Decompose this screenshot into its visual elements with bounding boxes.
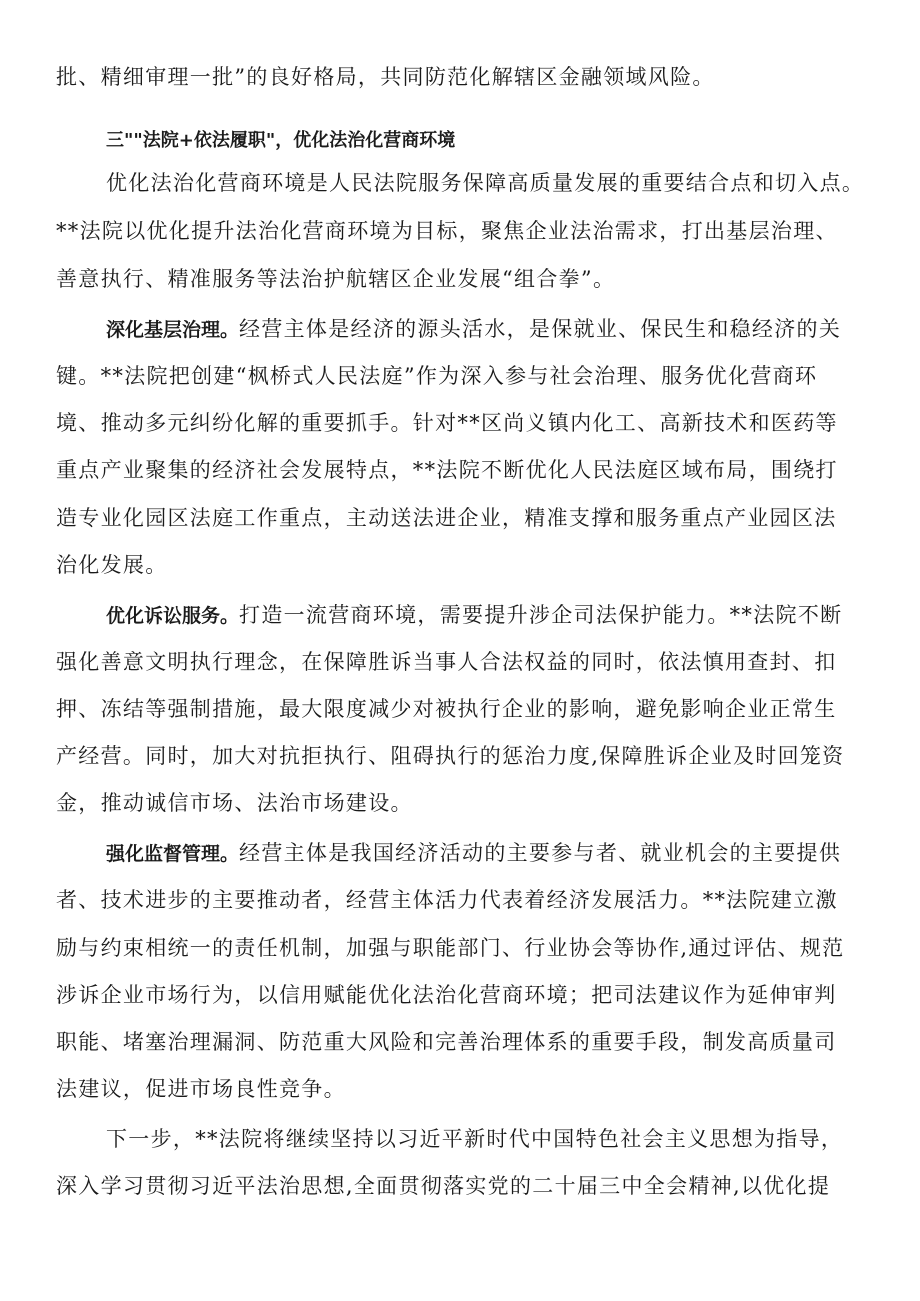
paragraph-line: 境、推动多元纠纷化解的重要抓手。针对**区尚义镇内化工、高新技术和医药等 [56,411,838,435]
paragraph-line: 者、技术进步的主要推动者，经营主体活力代表着经济发展活力。**法院建立激 [56,888,838,912]
paragraph-line: 励与约束相统一的责任机制，加强与职能部门、行业协会等协作,通过评估、规范 [56,936,845,960]
paragraph-line [106,838,841,869]
paragraph-text: 打造一流营商环境，需要提升涉企司法保护能力。**法院不断 [239,603,843,627]
paragraph-line: 强化善意文明执行理念，在保障胜诉当事人合法权益的同时，依法慎用查封、扣 [56,650,837,674]
paragraph-line: 金，推动诚信市场、法治市场建设。 [56,791,413,815]
paragraph-line: 治化发展。 [56,553,168,577]
paragraph-line: 优化法治化营商环境是人民法院服务保障高质量发展的重要结合点和切入点。 [106,171,865,195]
paragraph-line: **法院以优化提升法治化营商环境为目标，聚焦企业法治需求，打出基层治理、 [56,219,838,243]
section-heading: 三""法院+依法履职"，优化法治化营商环境 [106,130,456,151]
paragraph-line: 产经营。同时，加大对抗拒执行、阻碍执行的惩治力度,保障胜诉企业及时回笼资 [56,744,845,768]
paragraph-line [106,600,842,631]
paragraph-text: 经营主体是经济的源头活水，是保就业、保民生和稳经济的关 [239,317,842,341]
paragraph-line: 重点产业聚集的经济社会发展特点，**法院不断优化人民法庭区域布局，围绕打 [56,458,838,482]
paragraph-text: 经营主体是我国经济活动的主要参与者、就业机会的主要提供 [239,841,842,865]
paragraph-line: 法建议，促进市场良性竞争。 [56,1077,346,1101]
paragraph-line: 键。**法院把创建“枫桥式人民法庭”作为深入参与社会治理、服务优化营商环 [56,364,818,388]
paragraph-line: 职能、堵塞治理漏洞、防范重大风险和完善治理体系的重要手段，制发高质量司 [56,1030,837,1054]
paragraph-line: 善意执行、精准服务等法治护航辖区企业发展“组合拳”。 [56,267,616,291]
paragraph-line: 下一步，**法院将继续坚持以习近平新时代中国特色社会主义思想为指导， [106,1127,844,1151]
paragraph-line: 深入学习贯彻习近平法治思想,全面贯彻落实党的二十届三中全会精神,以优化提 [56,1174,831,1198]
paragraph-line [106,314,841,345]
paragraph-line: 批、精细审理一批”的良好格局，共同防范化解辖区金融领域风险。 [56,65,715,89]
paragraph-line: 涉诉企业市场行为，以信用赋能优化法治化营商环境；把司法建议作为延伸审判 [56,983,837,1007]
paragraph-lead: 强化监督管理。 [106,843,240,865]
paragraph-lead: 深化基层治理。 [106,319,240,341]
paragraph-lead: 优化诉讼服务。 [106,605,240,627]
paragraph-line: 押、冻结等强制措施，最大限度减少对被执行企业的影响，避免影响企业正常生 [56,697,837,721]
paragraph-line: 造专业化园区法庭工作重点，主动送法进企业，精准支撑和服务重点产业园区法 [56,506,837,530]
